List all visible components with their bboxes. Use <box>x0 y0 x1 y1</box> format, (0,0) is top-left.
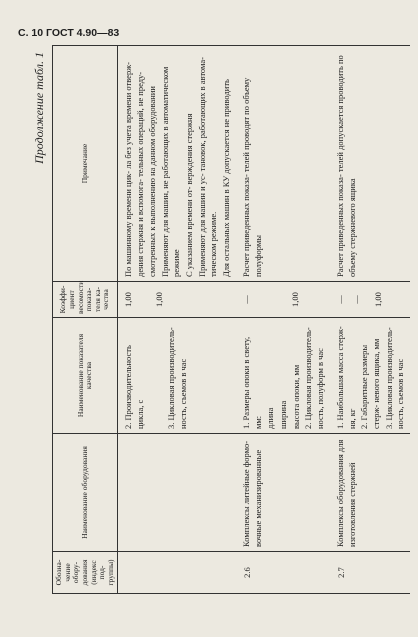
header-code: Обозна- чение обору- дования (индекс под- группы) <box>53 552 118 594</box>
quality-item: 2. Производительность цикла, с <box>123 345 146 429</box>
coefficient-value: — <box>350 295 361 304</box>
row-equipment: Комплексы литейные формо- вочные механизированные <box>236 434 330 552</box>
row-equipment: Комплексы оборудования для изготовления стержней <box>330 434 410 552</box>
note-text: По машинному времени цик- ла без учета времени отверж- дения стержня и вспомога- тельных операций, не преду- смотренных к выполнению на данном оборудовании <box>123 62 157 277</box>
quality-item: 2. Габаритные размеры стерж- невого ящика, мм <box>359 338 382 429</box>
quality-item: 2. Цикловая производитель- ность, полуформ в час <box>303 327 326 429</box>
coefficient-value: 1,00 <box>154 292 165 307</box>
header-note: Примечание <box>53 46 118 282</box>
quality-item: 3. Цикловая производитель- ность, съемов в час <box>383 327 406 429</box>
row-coefficient <box>118 282 236 318</box>
row-note <box>118 46 236 282</box>
coefficient-value: — <box>240 295 251 304</box>
row-coefficient <box>330 282 410 318</box>
quality-item: высота опоки, мм <box>290 364 301 429</box>
quality-item: длина <box>265 407 276 429</box>
row-equipment <box>118 434 236 552</box>
row-code: 2.7 <box>330 552 410 594</box>
table-row <box>236 46 330 594</box>
quality-item: 3. Цикловая производитель- ность, съемов в час <box>165 327 188 429</box>
note-text: Для остальных машин в КУ допускается не приводить <box>221 79 232 277</box>
rotated-table-area <box>30 46 418 594</box>
quality-item: ширина <box>278 400 288 429</box>
coefficient-value: 1,00 <box>289 292 300 307</box>
table-header-row <box>53 46 118 594</box>
row-coefficient <box>236 282 330 318</box>
note-text: Применяют для машин и ус- тановок, работающих в автома- тическом режиме. <box>196 57 219 277</box>
row-note <box>330 46 410 282</box>
note-text: Расчет приведенных показа- телей проводят по объему полуформы <box>240 77 263 277</box>
page-header: С. 10 ГОСТ 4.90—83 <box>18 27 120 39</box>
row-note <box>236 46 330 282</box>
note-text: Расчет приведенных показа- телей допускается проводить по объему стержневого ящика <box>334 55 357 277</box>
row-quality <box>118 318 236 434</box>
equipment-quality-table <box>52 45 410 594</box>
quality-item: 1. Размеры опоки в свету, мм: <box>240 336 263 429</box>
coefficient-value: — <box>334 295 345 304</box>
row-quality <box>330 318 410 434</box>
table-row <box>330 46 410 594</box>
table-row <box>118 46 236 594</box>
row-code <box>118 552 236 594</box>
header-coefficient: Коэффи- циент весомости показа- теля ка- чества <box>53 282 118 318</box>
coefficient-value: 1,00 <box>123 292 134 307</box>
header-equipment: Наименование оборудования <box>53 434 118 552</box>
row-quality <box>236 318 330 434</box>
note-text: С указанием времени от- верждения стержня <box>183 113 194 277</box>
quality-item: 1. Наибольшая масса стерж- ня, кг <box>334 326 357 429</box>
continuation-label: Продолжение табл. 1 <box>32 52 46 164</box>
row-code: 2.6 <box>236 552 330 594</box>
note-text: Применяют для машин, не работающих в автоматическом режиме <box>159 66 182 277</box>
header-quality: Наименование показателя качества <box>53 318 118 434</box>
coefficient-value: 1,00 <box>373 292 384 307</box>
